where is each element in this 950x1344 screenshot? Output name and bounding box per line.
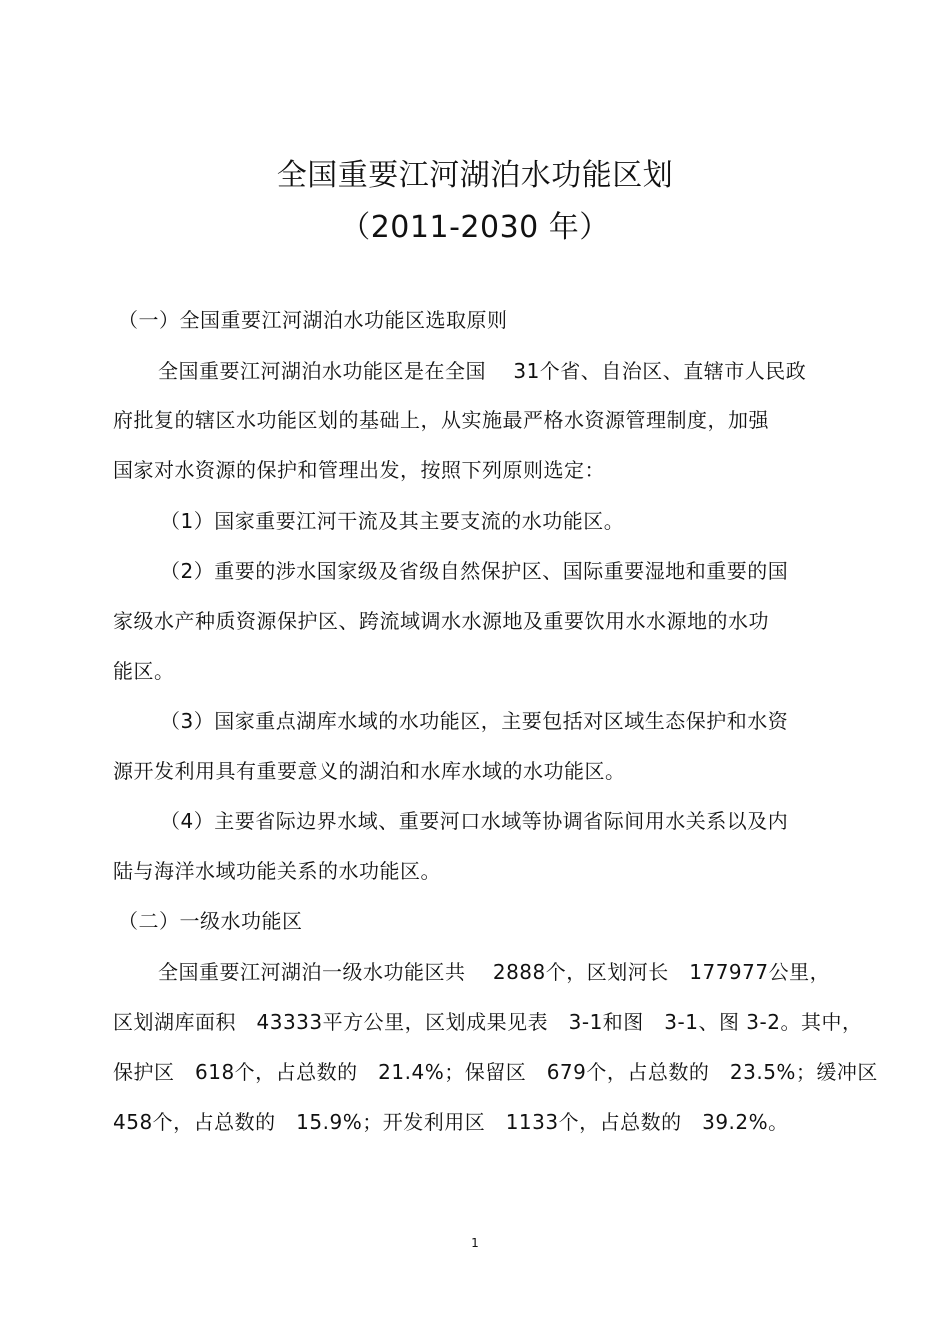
- principle-item-2-line: 家级水产种质资源保护区、跨流域调水水源地及重要饮用水水源地的水功: [113, 609, 769, 633]
- section2-paragraph-line: 458个，占总数的 15.9%；开发利用区 1133个，占总数的 39.2%。: [113, 1110, 789, 1134]
- principle-item-2-line: （2）重要的涉水国家级及省级自然保护区、国际重要湿地和重要的国: [160, 559, 789, 583]
- section2-paragraph-line: 保护区 618个，占总数的 21.4%；保留区 679个，占总数的 23.5%；缓冲区: [113, 1060, 878, 1084]
- principle-item-3-line: （3）国家重点湖库水域的水功能区，主要包括对区域生态保护和水资: [160, 709, 789, 733]
- section1-heading: （一）全国重要江河湖泊水功能区选取原则: [118, 308, 508, 332]
- section2-heading: （二）一级水功能区: [118, 909, 303, 933]
- principle-item-3-line: 源开发利用具有重要意义的湖泊和水库水域的水功能区。: [113, 759, 626, 783]
- section1-paragraph-line: 府批复的辖区水功能区划的基础上，从实施最严格水资源管理制度，加强: [113, 408, 769, 432]
- section2-paragraph-line: 全国重要江河湖泊一级水功能区共 2888个，区划河长 177977公里，: [158, 960, 831, 984]
- principle-item-4-line: （4）主要省际边界水域、重要河口水域等协调省际间用水关系以及内: [160, 809, 789, 833]
- section2-paragraph-line: 区划湖库面积 43333平方公里，区划成果见表 3-1和图 3-1、图 3-2。其中，: [113, 1010, 863, 1034]
- document-title: 全国重要江河湖泊水功能区划: [276, 158, 674, 193]
- principle-item-1: （1）国家重要江河干流及其主要支流的水功能区。: [160, 509, 625, 533]
- page-number: 1: [471, 1236, 479, 1250]
- principle-item-4-line: 陆与海洋水域功能关系的水功能区。: [113, 859, 441, 883]
- document-title-years: （2011-2030 年）: [340, 210, 610, 245]
- principle-item-2-line: 能区。: [113, 659, 175, 683]
- section1-paragraph-line: 国家对水资源的保护和管理出发，按照下列原则选定：: [113, 458, 605, 482]
- section1-paragraph-line: 全国重要江河湖泊水功能区是在全国 31个省、自治区、直辖市人民政: [158, 359, 807, 383]
